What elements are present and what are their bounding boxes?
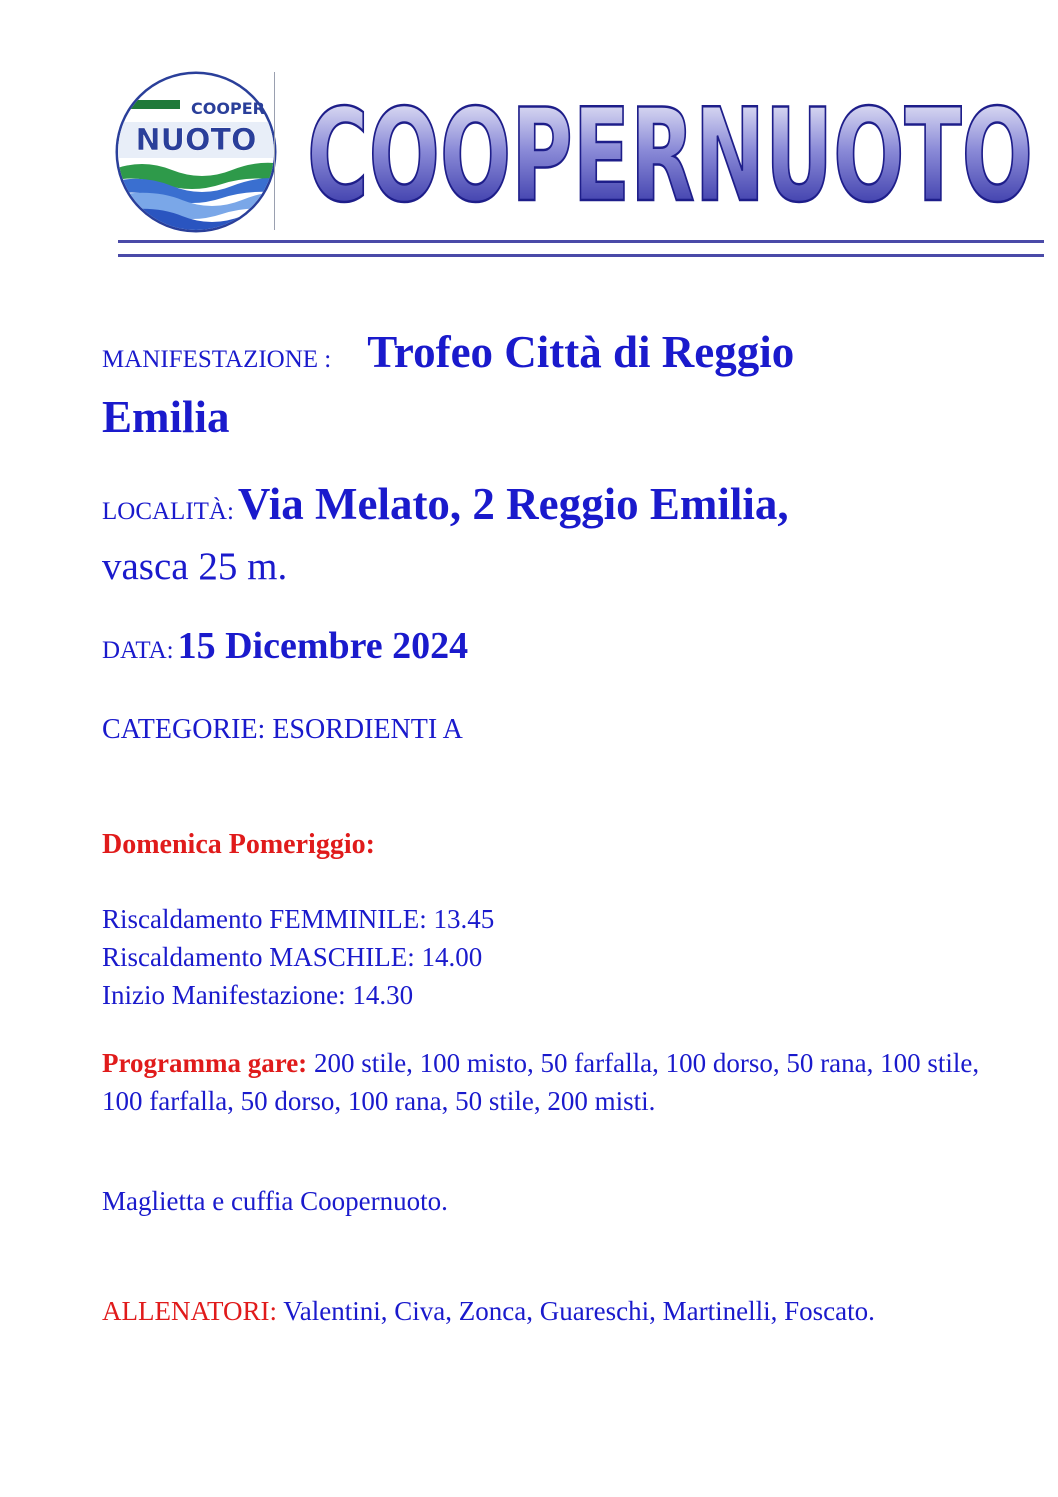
categorie-line: CATEGORIE: ESORDIENTI A (102, 714, 463, 745)
schedule-item: Riscaldamento FEMMINILE: 13.45 (102, 904, 495, 934)
logo-top-text: COOPER (191, 99, 265, 118)
manifestazione-value: Trofeo Città di Reggio (367, 327, 795, 377)
schedule-heading: Domenica Pomeriggio: (102, 829, 375, 860)
schedule-item: Inizio Manifestazione: 14.30 (102, 980, 414, 1010)
header-rule-bottom (118, 254, 1044, 257)
header-separator (274, 72, 275, 230)
localita-value-cont: vasca 25 m. (102, 545, 288, 588)
program-label: Programma gare: (102, 1048, 308, 1078)
schedule-item: Riscaldamento MASCHILE: 14.00 (102, 942, 483, 972)
localita-value: Via Melato, 2 Reggio Emilia, (237, 479, 789, 529)
coopernuoto-logo (112, 70, 280, 235)
schedule-list (102, 900, 1002, 1014)
manifestazione-block (102, 325, 1002, 455)
manifestazione-value-cont: Emilia (102, 392, 230, 442)
uniform-note: Maglietta e cuffia Coopernuoto. (102, 1186, 448, 1216)
header-rule-top (118, 240, 1044, 243)
localita-block (102, 478, 1002, 601)
wordmark-text: COOPERNUOTO (307, 92, 1033, 210)
coaches-line (102, 1296, 875, 1327)
data-label: DATA: (102, 637, 174, 664)
program-block (102, 1044, 1002, 1120)
manifestazione-label: MANIFESTAZIONE : (102, 346, 332, 373)
logo-main-text: NUOTO (135, 123, 257, 158)
coopernuoto-wordmark (300, 92, 1040, 210)
coaches-list: Valentini, Civa, Zonca, Guareschi, Martinelli, Foscato. (283, 1296, 875, 1326)
data-value: 15 Dicembre 2024 (177, 625, 469, 667)
data-block (102, 620, 1002, 680)
coaches-label: ALLENATORI: (102, 1296, 277, 1326)
localita-label: LOCALITÀ: (102, 498, 234, 525)
program-text: 200 stile, 100 misto, 50 farfalla, 100 dorso, 50 rana, 100 stile, 100 farfalla, 50 dorso, 100 rana, 50 stile, 200 misti. (102, 1048, 980, 1116)
